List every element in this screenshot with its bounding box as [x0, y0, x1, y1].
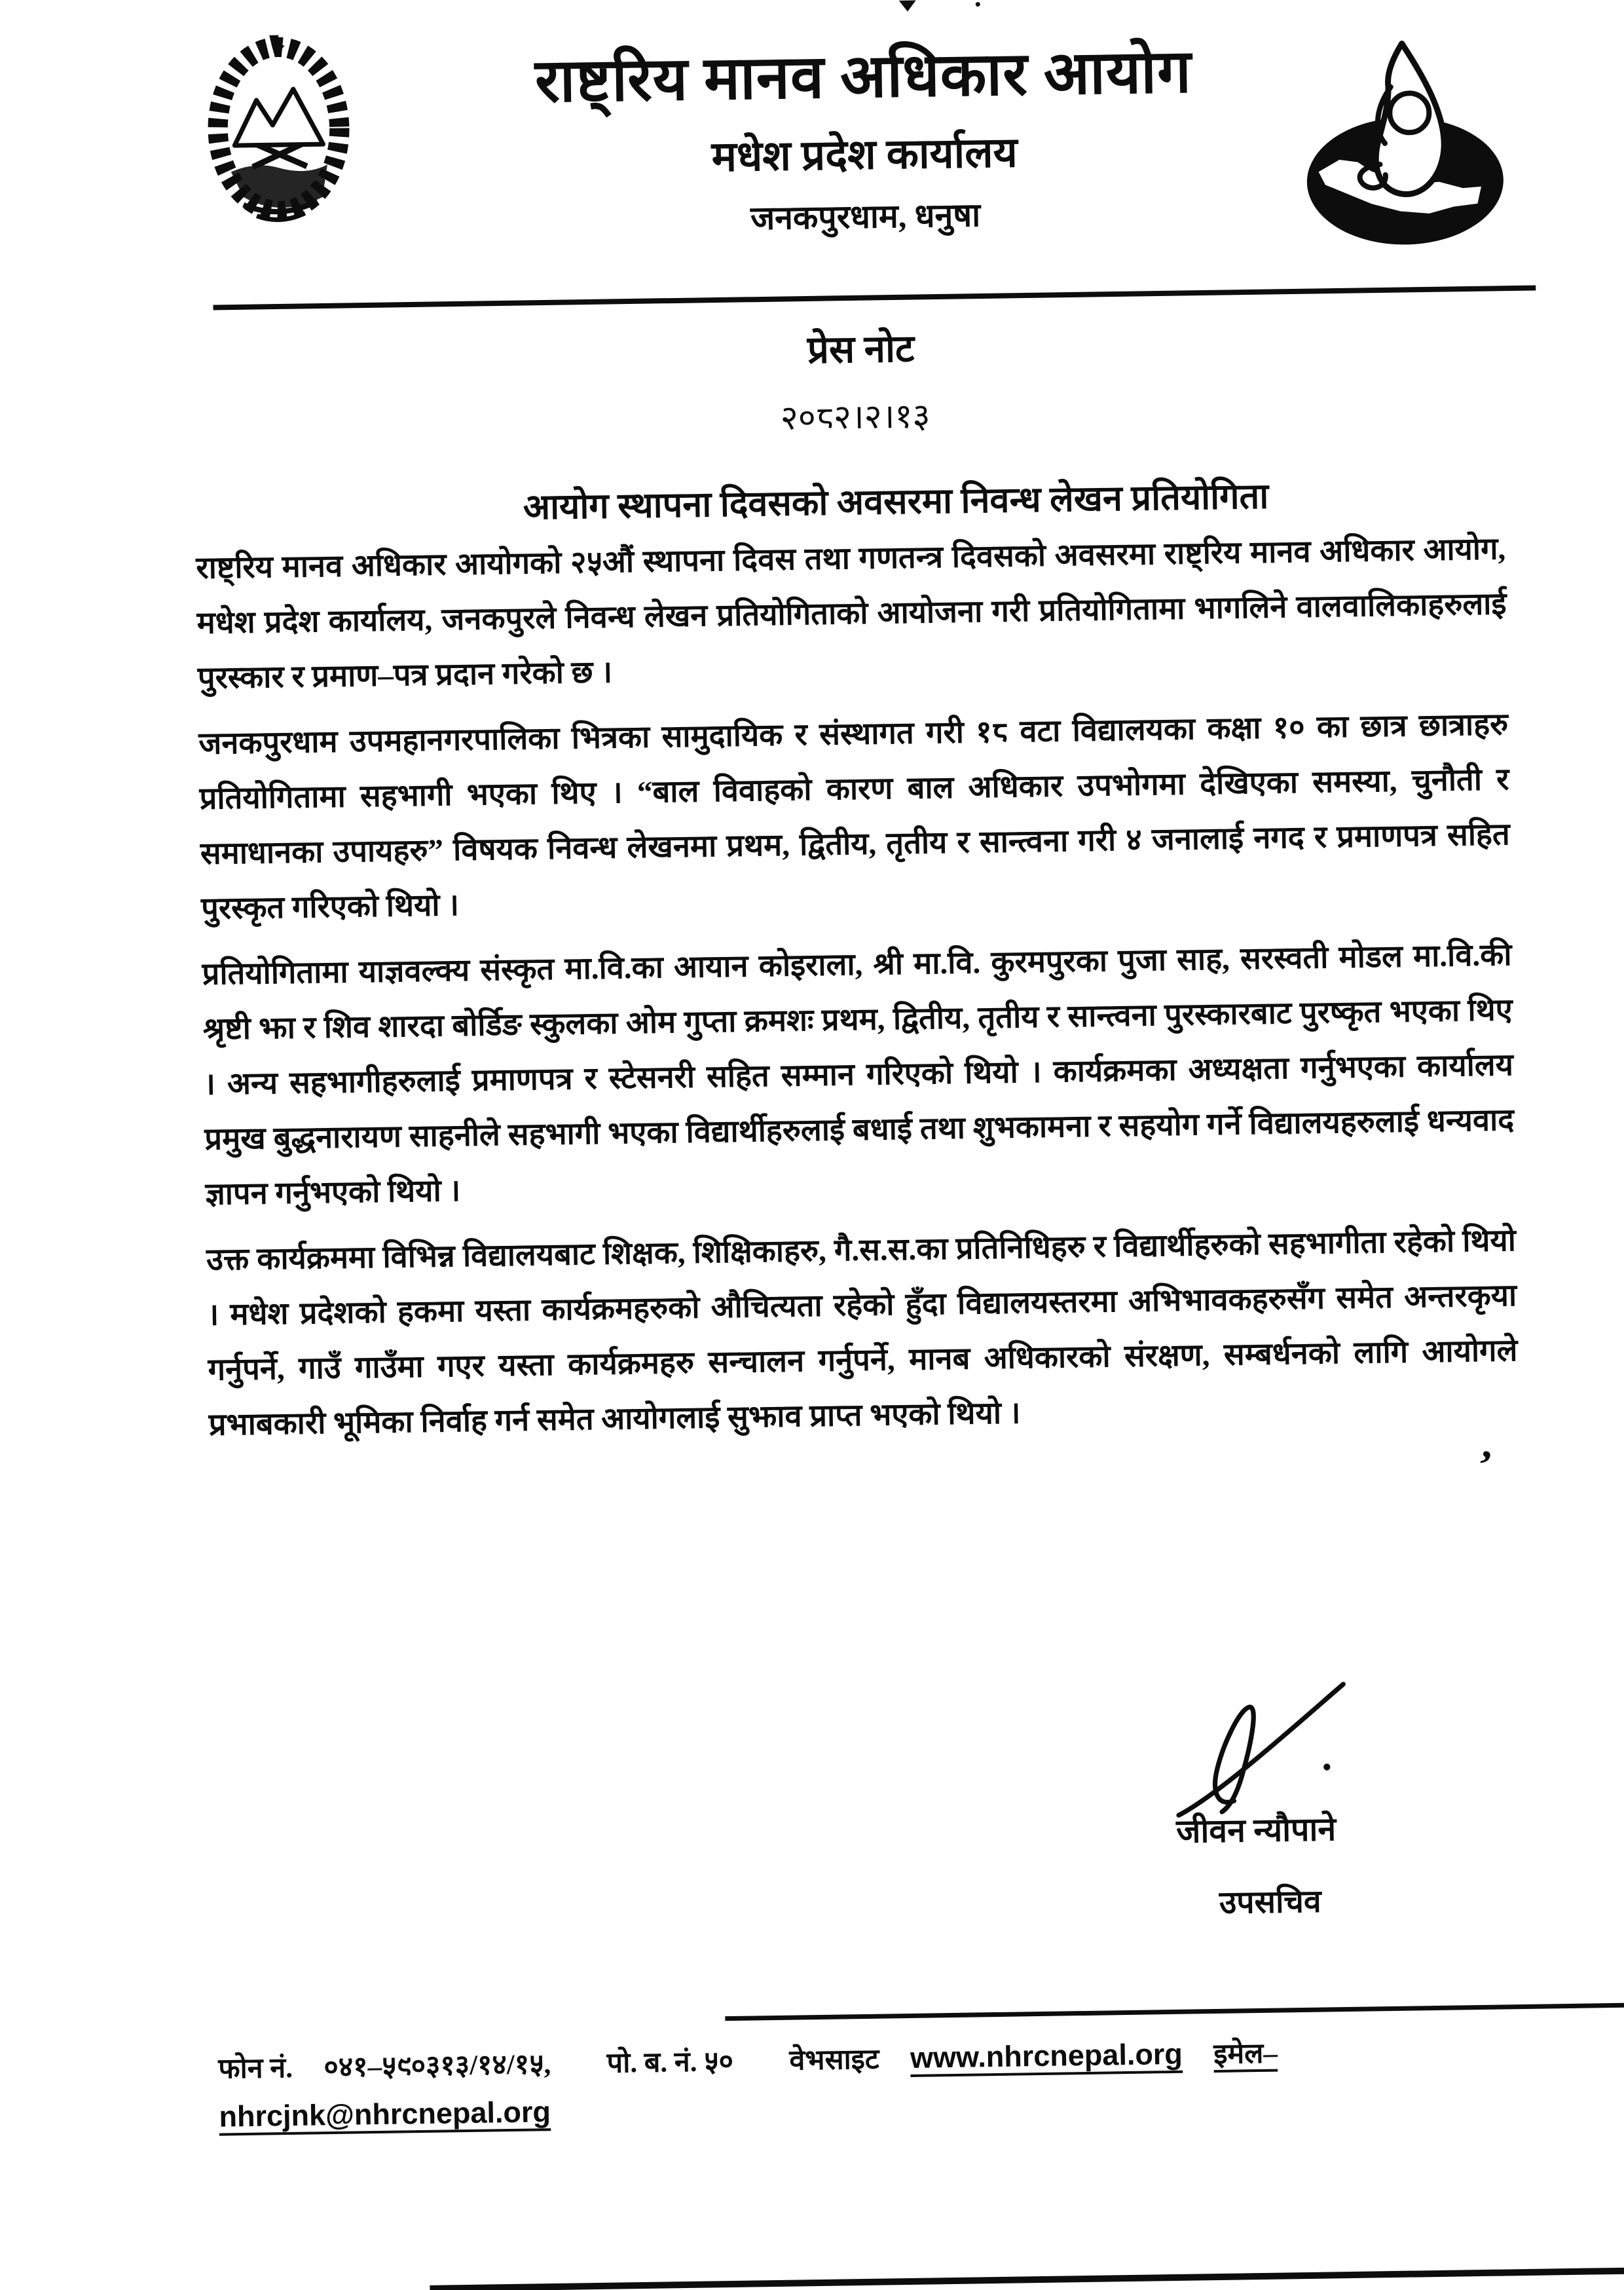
spacer [741, 2070, 783, 2071]
subject-title: आयोग स्थापना दिवसको अवसरमा निवन्ध लेखन प्रतियोगिता [523, 476, 1269, 527]
paragraph-text: राष्ट्रिय मानव अधिकार आयोगको २५औं स्थापना दिवस तथा गणतन्त्र दिवसको अवसरमा राष्ट्रिय मानव अधिकार आयोग, मधेश प्रदेश कार्यालय, जनकपुरले निवन्ध लेखन प्रतियोगिताको आयोजना गरी प्रतियोगितामा भागलिने वालवालिकाहरुलाई पुरस्कार र प्रमाण–पत्र प्रदान गरेको छ । [196, 532, 1507, 696]
press-note-date: २०८२।२।१३ [780, 398, 931, 438]
scan-artifact-mark [899, 0, 916, 11]
email-label: इमेल– [1213, 2038, 1278, 2071]
paragraph-text: विषयक निवन्ध लेखनमा प्रथम, द्वितीय, तृतीय र सान्त्वना गरी ४ जनालाई नगद र प्रमाणपत्र सहित पुरस्कृत गरिएको थियो । [200, 817, 1511, 926]
phone-numbers: ०४१–५९०३१३/१४/१५, [323, 2049, 551, 2084]
scan-edge-line [430, 2267, 1624, 2290]
paragraph [198, 697, 1511, 937]
letterhead [0, 7, 1613, 293]
paragraph-text: प्रतियोगितामा याज्ञवल्क्य संस्कृत मा.वि.का आयान कोइराला, श्री मा.वि. कुरमपुरका पुजा साह, सरस्वती मोडल मा.वि.की श्रृष्टी झा र शिव शारदा बोर्डिङ स्कुलका ओम गुप्ता क्रमशः प्रथम, द्वितीय, तृतीय र सान्त्वना पुरस्कारबाट पुरष्कृत भएका थिए । अन्य सहभागीहरुलाई प्रमाणपत्र र स्टेसनरी सहित सम्मान गरिएको थियो । कार्यक्रमका अध्यक्षता गर्नुभएका कार्यालय प्रमुख बुद्धनारायण साहनीले सहभागी भएका विद्यार्थीहरुलाई बधाई तथा शुभकामना र सहयोग गर्ने विद्यालयहरुलाई धन्यवाद ज्ञापन गर्नुभएको थियो । [202, 938, 1515, 1212]
signatory-name: जीवन न्यौपाने [1175, 1811, 1337, 1850]
scan-artifact-dot [976, 2, 980, 7]
letter-body [196, 521, 1519, 1463]
website-url: www.nhrcnepal.org [910, 2037, 1183, 2074]
office-location: जनकपुरधाम, धनुषा [750, 197, 981, 237]
paragraph [196, 521, 1508, 706]
signatory-designation: उपसचिव [1219, 1884, 1322, 1921]
phone-label: फोन नं. [218, 2052, 293, 2085]
scan-artifact-tick: ’ [1473, 1440, 1496, 1490]
press-note-label: प्रेस नोट [807, 327, 915, 371]
signature-block [1097, 1666, 1415, 1925]
nhrc-flame-lamp-logo-icon [1292, 34, 1518, 247]
bold-quoted-topic-text: “बाल विवाहको कारण बाल अधिकार उपभोगमा देखिएका समस्या, चुनौती र समाधानका उपायहरु” [200, 762, 1509, 871]
email-address: nhrcjnk@nhrcnepal.org [219, 2095, 551, 2133]
org-name: राष्ट्रिय मानव अधिकार आयोग [534, 38, 1192, 115]
signature-scribble [1153, 1666, 1357, 1826]
office-name: मधेश प्रदेश कार्यालय [711, 129, 1018, 181]
footer-divider [725, 2002, 1624, 2021]
paragraph-text: उक्त कार्यक्रममा विभिन्न विद्यालयबाट शिक्षक, शिक्षिकाहरु, गै.स.स.का प्रतिनिधिहरु र विद्यार्थीहरुको सहभागीता रहेको थियो । मधेश प्रदेशको हकमा यस्ता कार्यक्रमहरुको औचित्यता रहेको हुँदा विद्यालयस्तरमा अभिभावकहरुसँग समेत अन्तरकृया गर्नुपर्ने, गाउँ गाउँमा गएर यस्ता कार्यक्रमहरु सन्चालन गर्नुपर्ने, मानब अधिकारको संरक्षण, सम्बर्धनको लागि आयोगले प्रभाबकारी भूमिका निर्वाह गर्न समेत आयोगलाई सुझाव प्राप्त भएको थियो । [206, 1224, 1518, 1442]
footer-contact [218, 2025, 1549, 2142]
paragraph [202, 928, 1515, 1222]
paragraph-text: जनकपुरधाम उपमहानगरपालिका भित्रका सामुदायिक र संस्थागत गरी १८ वटा विद्यालयका कक्षा १० का छात्र छात्राहरु प्रतियोगितामा सहभागी भएका थिए । [198, 707, 1509, 816]
po-box: पो. ब. नं. ५० [606, 2046, 734, 2079]
header-divider [213, 285, 1536, 310]
website-label: वेभसाइट [789, 2044, 879, 2076]
paragraph [206, 1213, 1519, 1453]
